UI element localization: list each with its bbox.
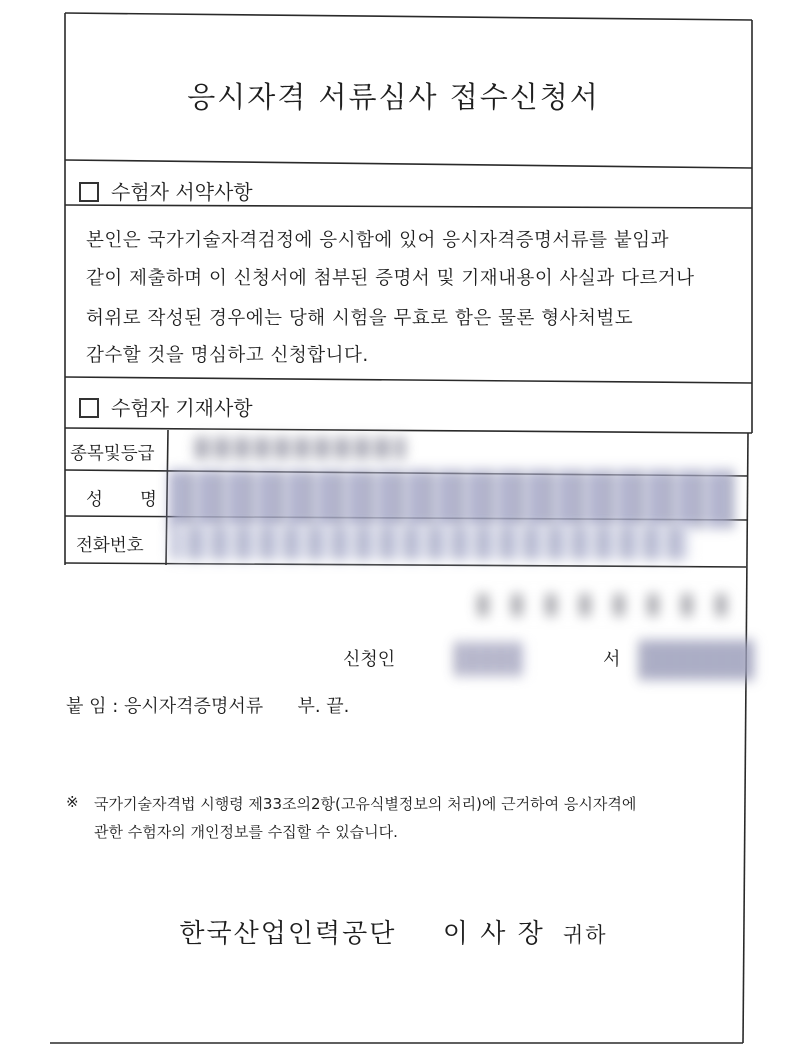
redacted-date [478,594,728,616]
rule-title [65,160,752,168]
pledge-line-1: 본인은 국가기술자격검정에 응시함에 있어 응시자격증명서류를 붙임과 [86,230,670,251]
note-mark: ※ [66,793,79,811]
redacted-signature [640,640,755,680]
form-title: 응시자격 서류심사 접수신청서 [187,80,600,114]
pledge-line-4: 감수할 것을 명심하고 신청합니다. [86,345,369,366]
pledge-heading-text: 수험자 서약사항 [111,180,253,204]
pledge-line-3: 허위로 작성된 경우에는 당해 시험을 무효로 함은 물론 형사처벌도 [86,308,634,329]
addressee-title: 이 사 장 [442,919,545,949]
redacted-item-grade [195,437,405,459]
pledge-checkbox[interactable] [79,182,99,202]
rule-label-col [166,430,168,565]
attachment-line: 붙 임 : 응시자격증명서류 부. 끝. [66,696,350,717]
redacted-phone [170,526,690,560]
redacted-name [170,470,735,528]
rule-row-3 [65,563,746,567]
label-item-grade: 종목및등급 [70,444,155,464]
border-top [65,13,752,20]
label-phone: 전화번호 [76,536,144,556]
addressee-suffix: 귀하 [563,923,608,947]
signature-label: 서 [603,649,621,670]
border-right-lower [743,433,748,1043]
label-name-second: 명 [140,490,157,510]
note-line-2: 관한 수험자의 개인정보를 수집할 수 있습니다. [94,823,398,841]
addressee-org: 한국산업인력공단 [179,919,397,949]
redacted-applicant-name [455,642,525,676]
entry-heading-text: 수험자 기재사항 [111,396,253,420]
applicant-label: 신청인 [343,649,396,670]
pledge-section-heading [79,176,253,205]
entry-section-heading [79,392,253,421]
rule-pledge-body [65,377,752,383]
rule-pledge-head [65,205,752,208]
entry-checkbox[interactable] [79,398,99,418]
addressee [0,913,787,950]
note-line-1: 국가기술자격법 시행령 제33조의2항(고유식별정보의 처리)에 근거하여 응시자격에 [94,795,637,813]
pledge-line-2: 같이 제출하며 이 신청서에 첨부된 증명서 및 기재내용이 사실과 다르거나 [86,268,695,289]
label-name-first: 성 [86,490,103,510]
